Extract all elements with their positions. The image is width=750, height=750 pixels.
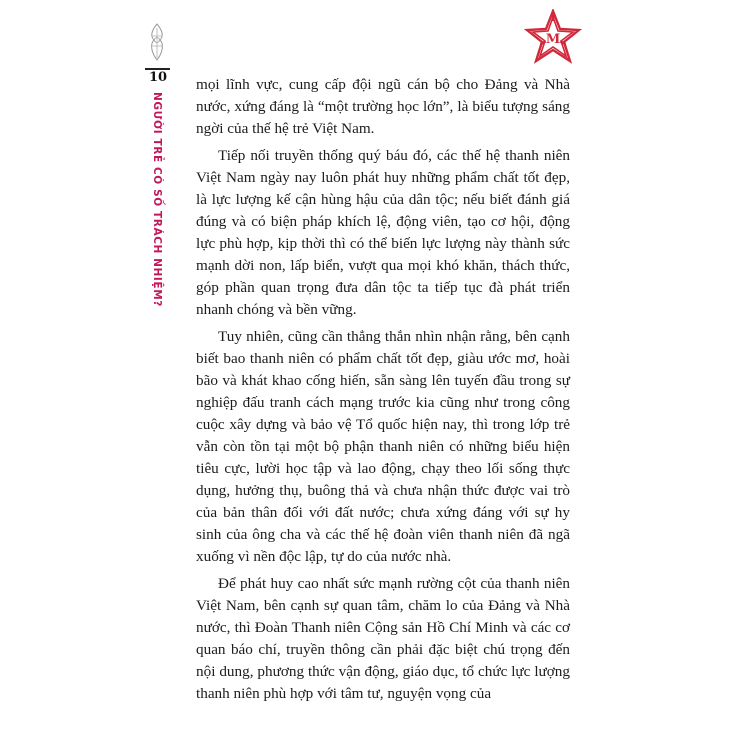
paragraph-4: Để phát huy cao nhất sức mạnh rường cột của thanh niên Việt Nam, bên cạnh sự quan tâm, chăm lo của Đảng và Nhà nước, thì Đoàn Thanh niên Cộng sản Hồ Chí Minh và các cơ quan báo chí, truyền thông cần phải đặc biệt chú trọng đến nội dung, phương thức vận động, giáo dục, tổ chức lực lượng thanh niên phù hợp với tâm tư, nguyện vọng của <box>196 575 570 702</box>
running-title: NGƯỜI TRẺ CÓ SỐ TRÁCH NHIỆM? <box>151 92 163 307</box>
paragraph-1: mọi lĩnh vực, cung cấp đội ngũ cán bộ cho Đảng và Nhà nước, xứng đáng là “một trường học lớn”, là biểu tượng sáng ngời của thế hệ trẻ Việt Nam. <box>196 76 570 137</box>
page-number: 10 <box>149 70 168 85</box>
body-text <box>196 74 570 710</box>
star-publisher-logo-icon <box>524 9 582 67</box>
paragraph-2: Tiếp nối truyền thống quý báu đó, các thế hệ thanh niên Việt Nam ngày nay luôn phát huy những phẩm chất tốt đẹp, là lực lượng kế cận hùng hậu của dân tộc; nếu biết đánh giá đúng và có biện pháp khích lệ, động viên, tạo cơ hội, động lực phù hợp, kịp thời thì có thể biến lực lượng này thành sức mạnh dời non, lấp biển, vượt qua mọi khó khăn, thách thức, góp phần quan trọng đưa dân tộc ta tiếp tục đà phát triển nhanh chóng và bền vững. <box>196 147 570 318</box>
floral-ornament-icon <box>146 22 168 62</box>
svg-text:M: M <box>545 32 561 47</box>
paragraph-3: Tuy nhiên, cũng cần thẳng thắn nhìn nhận rằng, bên cạnh biết bao thanh niên có phẩm chất tốt đẹp, giàu ước mơ, hoài bão và khát khao cống hiến, sẵn sàng lên tuyến đầu trong sự nghiệp đấu tranh cách mạng trước kia cũng như trong công cuộc xây dựng và bảo vệ Tổ quốc hiện nay, thì trong lớp trẻ vẫn còn tồn tại một bộ phận thanh niên có những biểu hiện tiêu cực, lười học tập và lao động, chạy theo lối sống thực dụng, hưởng thụ, buông thả và chưa nhận thức được vai trò của bản thân đối với đất nước; chưa xứng đáng với sự hy sinh của ông cha và các thế hệ đoàn viên thanh niên đã ngã xuống vì nền độc lập, tự do của nước nhà. <box>196 328 570 565</box>
